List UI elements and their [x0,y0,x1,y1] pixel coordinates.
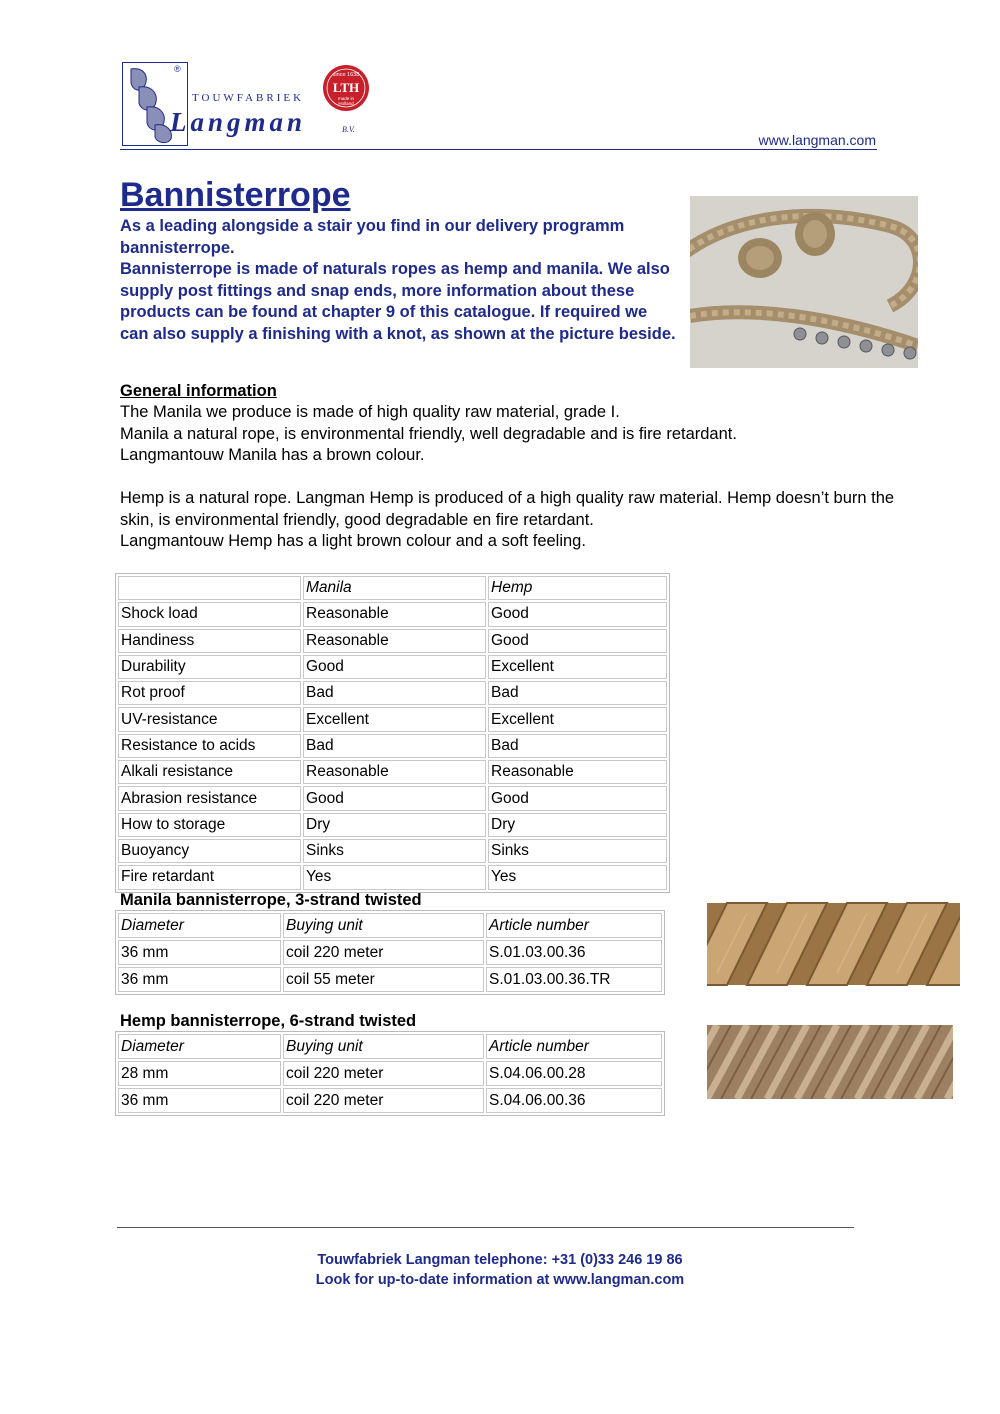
header-website-link[interactable]: www.langman.com [758,132,876,148]
table-cell: Dry [488,813,667,837]
table-cell: 36 mm [118,1088,281,1113]
table-row [118,734,667,758]
general-info-text [120,402,900,553]
header-cell: Buying unit [283,1034,484,1059]
table-cell: Yes [303,865,486,889]
table-cell: Good [488,602,667,626]
table-cell: Excellent [488,707,667,731]
manila-section-heading: Manila bannisterrope, 3-strand twisted [120,891,422,909]
page-title: Bannisterrope [120,176,351,214]
logo-top-text: TOUWFABRIEK [192,92,305,104]
table-cell: Sinks [303,839,486,863]
footer-divider [117,1227,854,1228]
table-cell: Handiness [118,629,301,653]
table-row [118,786,667,810]
table-cell: coil 220 meter [283,1088,484,1113]
table-cell: Alkali resistance [118,760,301,784]
table-cell: Fire retardant [118,865,301,889]
header-divider [120,149,877,150]
table-cell: Bad [303,681,486,705]
manila-rope-photo [707,893,960,993]
svg-text:made in: made in [337,96,355,101]
table-cell: Bad [488,734,667,758]
table-cell: coil 220 meter [283,1061,484,1086]
header-cell: Article number [486,1034,662,1059]
header-cell: Manila [303,576,486,600]
footer [0,1250,1000,1290]
company-logo [122,62,355,146]
hemp-section-heading: Hemp bannisterrope, 6-strand twisted [120,1012,417,1030]
table-cell: Dry [303,813,486,837]
table-cell: Reasonable [303,629,486,653]
table-row [118,1088,662,1113]
svg-text:Holland: Holland [338,101,354,106]
table-cell: Abrasion resistance [118,786,301,810]
table-cell: UV-resistance [118,707,301,731]
footer-website: Look for up-to-date information at www.langman.com [315,1272,685,1288]
table-cell: Good [303,786,486,810]
table-cell: Buoyancy [118,839,301,863]
registered-mark: ® [174,64,181,74]
table-row [118,813,667,837]
logo-main-text: Langman [170,107,307,137]
table-row [118,760,667,784]
table-cell: Durability [118,655,301,679]
table-cell: Bad [488,681,667,705]
table-cell: S.01.03.00.36.TR [486,967,662,992]
hemp-info-line: Hemp is a natural rope. Langman Hemp is produced of a high quality raw material. Hemp doesn’t burn the skin, is environmental friendly, good degradable en fire retardant. [120,489,895,529]
table-cell: coil 55 meter [283,967,484,992]
table-row [118,681,667,705]
table-row [118,707,667,731]
table-cell: S.04.06.00.36 [486,1088,662,1113]
intro-paragraph: Bannisterrope is made of naturals ropes as hemp and manila. We also supply post fittings and snap ends, more information about these products can be found at chapter 9 of this catalogue. If required we can also supply a finishing with a knot, as shown at the picture beside. [120,260,676,343]
logo-bv-text: B.V. [342,125,355,134]
table-header-row [118,576,667,600]
table-cell: Resistance to acids [118,734,301,758]
table-row [118,1061,662,1086]
table-cell: Reasonable [303,602,486,626]
table-cell: Good [488,629,667,653]
table-cell: 28 mm [118,1061,281,1086]
header-cell: Diameter [118,913,281,938]
intro-paragraph: As a leading alongside a stair you find in our delivery programm bannisterrope. [120,217,625,257]
table-cell: Bad [303,734,486,758]
table-row [118,655,667,679]
table-cell: Reasonable [488,760,667,784]
header-cell: Article number [486,913,662,938]
table-cell: Shock load [118,602,301,626]
hemp-info-line: Langmantouw Hemp has a light brown colour and a soft feeling. [120,532,586,550]
header-cell: Diameter [118,1034,281,1059]
lth-seal [321,63,371,113]
header-cell: Hemp [488,576,667,600]
table-cell: Excellent [488,655,667,679]
table-row [118,839,667,863]
table-cell: Rot proof [118,681,301,705]
table-cell: coil 220 meter [283,940,484,965]
table-cell: Good [488,786,667,810]
hemp-rope-photo [707,1025,953,1099]
header-cell [118,576,301,600]
table-row [118,865,667,889]
footer-telephone: Touwfabriek Langman telephone: +31 (0)33 246 19 86 [317,1252,683,1268]
table-cell: 36 mm [118,967,281,992]
table-header-row [118,913,662,938]
general-info-heading: General information [120,382,277,400]
table-row [118,967,662,992]
manila-info-line: The Manila we produce is made of high quality raw material, grade I. [120,403,620,421]
table-cell: Sinks [488,839,667,863]
header-cell: Buying unit [283,913,484,938]
hemp-articles-table [115,1031,665,1116]
table-row [118,940,662,965]
table-cell: Excellent [303,707,486,731]
table-cell: How to storage [118,813,301,837]
properties-table [115,573,670,893]
manila-articles-table [115,910,665,995]
bannisterrope-knot-photo [690,196,918,368]
manila-info-line: Langmantouw Manila has a brown colour. [120,446,425,464]
table-cell: S.04.06.00.28 [486,1061,662,1086]
table-row [118,602,667,626]
manila-info-line: Manila a natural rope, is environmental friendly, well degradable and is fire retardant. [120,424,737,443]
svg-text:since 1638: since 1638 [332,72,360,78]
table-cell: Reasonable [303,760,486,784]
intro-text [120,216,680,345]
svg-text:LTH: LTH [332,80,360,95]
table-header-row [118,1034,662,1059]
table-cell: S.01.03.00.36 [486,940,662,965]
table-row [118,629,667,653]
table-cell: Good [303,655,486,679]
table-cell: 36 mm [118,940,281,965]
table-cell: Yes [488,865,667,889]
